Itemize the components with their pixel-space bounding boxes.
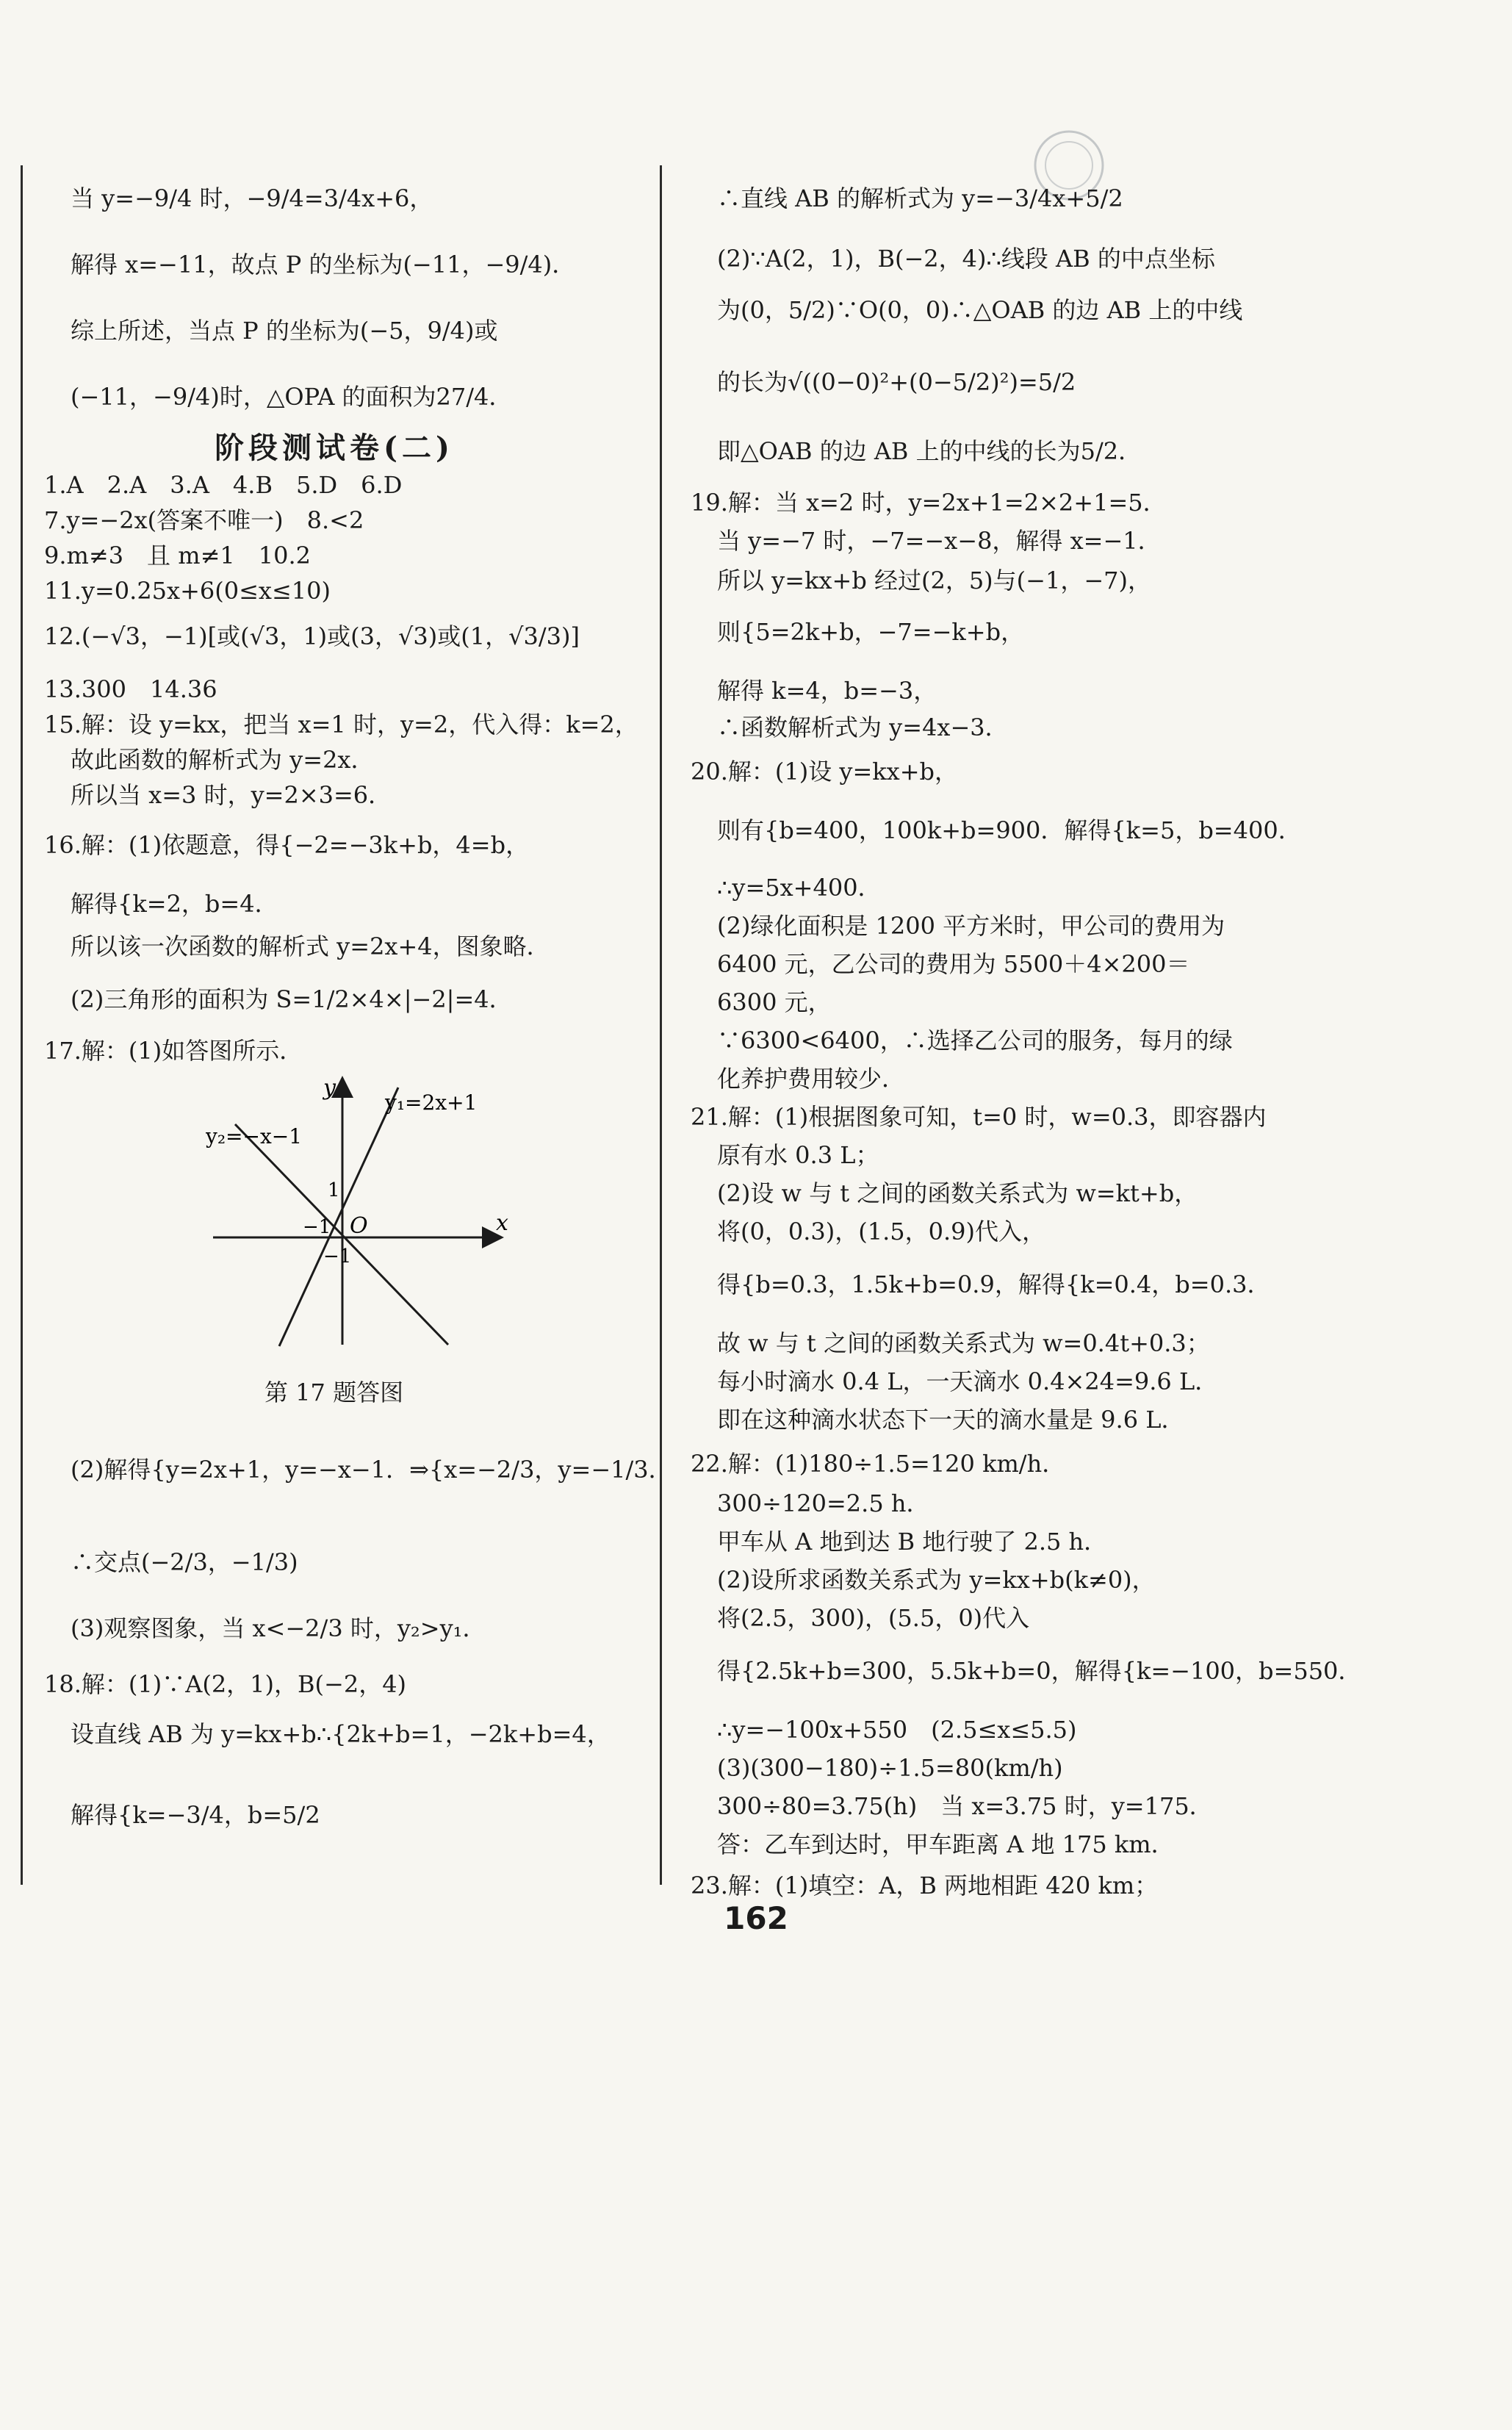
- answer-line: (2)三角形的面积为 S=1/2×4×|−2|=4．: [71, 985, 513, 1013]
- text-line: 得{b=0.3，1.5k+b=0.9，解得{k=0.4，b=0.3．: [717, 1270, 1271, 1298]
- line1-label: y₁=2x+1: [385, 1090, 478, 1115]
- answer-line: 解得{k=2，b=4．: [71, 890, 278, 918]
- answer-line: 11.y=0.25x+6(0≤x≤10): [44, 577, 331, 605]
- left-margin-rule: [21, 165, 23, 1885]
- answer-line: 7.y=−2x(答案不唯一) 8.<2: [44, 506, 364, 534]
- text-line: 所以 y=kx+b 经过(2，5)与(−1，−7)，: [717, 567, 1151, 594]
- text-line: 21.解：(1)根据图象可知，t=0 时，w=0.3，即容器内: [691, 1103, 1267, 1131]
- text-line: 故 w 与 t 之间的函数关系式为 w=0.4t+0.3；: [717, 1329, 1210, 1357]
- text-line: 解得 k=4，b=−3，: [717, 677, 937, 705]
- text-line: 6400 元，乙公司的费用为 5500＋4×200＝: [717, 950, 1190, 978]
- text-line: 答：乙车到达时，甲车距离 A 地 175 km．: [717, 1830, 1175, 1858]
- left-column: [44, 0, 672, 1881]
- answer-line: 1.A 2.A 3.A 4.B 5.D 6.D: [44, 471, 403, 499]
- text-line: ∵6300<6400，∴选择乙公司的服务，每月的绿: [717, 1027, 1233, 1054]
- answer-line: 18.解：(1)∵A(2，1)，B(−2，4): [44, 1670, 407, 1698]
- text-line: 300÷120=2.5 h．: [717, 1489, 930, 1517]
- page-number: 162: [724, 1900, 788, 1936]
- text-line: 当 y=−7 时，−7=−x−8，解得 x=−1．: [717, 527, 1162, 555]
- tick-label: −1: [303, 1216, 331, 1238]
- text-line: 20.解：(1)设 y=kx+b，: [691, 758, 959, 786]
- text-line: ∴y=−100x+550 (2.5≤x≤5.5): [717, 1716, 1077, 1744]
- answer-line: 设直线 AB 为 y=kx+b∴{2k+b=1，−2k+b=4，: [71, 1720, 611, 1748]
- line2-label: y₂=−x−1: [206, 1124, 303, 1149]
- text-line: 为(0，5/2)∵O(0，0)∴△OAB 的边 AB 上的中线: [717, 296, 1243, 324]
- text-line: ∴函数解析式为 y=4x−3．: [717, 713, 1009, 741]
- answer-line: 15.解：设 y=kx，把当 x=1 时，y=2，代入得：k=2，: [44, 711, 638, 738]
- answer-line: 9.m≠3 且 m≠1 10.2: [44, 542, 311, 569]
- y-axis-label: y: [323, 1075, 336, 1101]
- column-divider: [660, 165, 662, 1885]
- text-line: 每小时滴水 0.4 L，一天滴水 0.4×24=9.6 L．: [717, 1367, 1219, 1395]
- text-line: 的长为√((0−0)²+(0−5/2)²)=5/2: [717, 368, 1076, 396]
- answer-line: 所以该一次函数的解析式 y=2x+4，图象略．: [71, 932, 550, 960]
- section-title: 阶段测试卷(二): [215, 431, 454, 465]
- text-line: 甲车从 A 地到达 B 地行驶了 2.5 h．: [717, 1528, 1108, 1556]
- text-line: 综上所述，当点 P 的坐标为(−5，9/4)或: [71, 317, 498, 345]
- right-column: [691, 0, 1484, 1899]
- text-line: ∴y=5x+400．: [717, 874, 882, 902]
- text-line: (−11，−9/4)时，△OPA 的面积为27/4．: [71, 383, 513, 411]
- graph-caption: 第 17 题答图: [264, 1378, 404, 1406]
- text-line: 19.解：当 x=2 时，y=2x+1=2×2+1=5．: [691, 489, 1167, 517]
- text-line: (2)∵A(2，1)，B(−2，4)∴线段 AB 的中点坐标: [717, 245, 1215, 273]
- answer-line: 17.解：(1)如答图所示．: [44, 1037, 303, 1065]
- answer-line: 16.解：(1)依题意，得{−2=−3k+b，4=b，: [44, 831, 530, 859]
- x-axis-label: x: [496, 1210, 508, 1236]
- text-line: 将(2.5，300)，(5.5，0)代入: [717, 1604, 1030, 1632]
- text-line: (2)设所求函数关系式为 y=kx+b(k≠0)，: [717, 1566, 1156, 1594]
- answer-line: (3)观察图象，当 x<−2/3 时，y₂>y₁．: [71, 1614, 486, 1642]
- text-line: 300÷80=3.75(h) 当 x=3.75 时，y=175．: [717, 1792, 1213, 1820]
- text-line: 即在这种滴水状态下一天的滴水量是 9.6 L．: [717, 1406, 1185, 1434]
- text-line: 得{2.5k+b=300，5.5k+b=0，解得{k=−100，b=550．: [717, 1657, 1362, 1685]
- text-line: 则{5=2k+b，−7=−k+b，: [717, 618, 1025, 646]
- text-line: 解得 x=−11，故点 P 的坐标为(−11，−9/4)．: [71, 251, 576, 278]
- text-line: 23.解：(1)填空：A，B 两地相距 420 km；: [691, 1872, 1159, 1899]
- answer-line: (2)解得{y=2x+1，y=−x−1．⇒{x=−2/3，y=−1/3．: [71, 1456, 672, 1484]
- answer-line: 故此函数的解析式为 y=2x．: [71, 746, 375, 774]
- answer-line: 13.300 14.36: [44, 675, 217, 703]
- text-line: 6300 元，: [717, 988, 832, 1016]
- text-line: 化养护费用较少．: [717, 1065, 906, 1093]
- answer-line: 解得{k=−3/4，b=5/2: [71, 1801, 320, 1829]
- text-line: 将(0，0.3)，(1.5，0.9)代入，: [717, 1218, 1045, 1245]
- text-line: 当 y=−9/4 时，−9/4=3/4x+6，: [71, 184, 433, 212]
- text-line: 原有水 0.3 L；: [717, 1141, 879, 1169]
- answer-line: ∴交点(−2/3，−1/3): [71, 1548, 298, 1576]
- tick-label: 1: [328, 1179, 340, 1201]
- function-graph: [206, 1073, 514, 1352]
- text-line: ∴直线 AB 的解析式为 y=−3/4x+5/2: [717, 184, 1123, 212]
- text-line: 即△OAB 的边 AB 上的中线的长为5/2．: [717, 437, 1142, 465]
- text-line: 则有{b=400，100k+b=900．解得{k=5，b=400．: [717, 816, 1302, 844]
- answer-line: 12.(−√3，−1)[或(√3，1)或(3，√3)或(1，√3/3)]: [44, 622, 580, 650]
- text-line: (2)绿化面积是 1200 平方米时，甲公司的费用为: [717, 912, 1225, 940]
- origin-label: O: [350, 1213, 368, 1239]
- tick-label: −1: [323, 1245, 352, 1268]
- answer-line: 所以当 x=3 时，y=2×3=6．: [71, 781, 392, 809]
- text-line: 22.解：(1)180÷1.5=120 km/h．: [691, 1450, 1066, 1478]
- text-line: (2)设 w 与 t 之间的函数关系式为 w=kt+b，: [717, 1179, 1198, 1207]
- text-line: (3)(300−180)÷1.5=80(km/h): [717, 1754, 1063, 1782]
